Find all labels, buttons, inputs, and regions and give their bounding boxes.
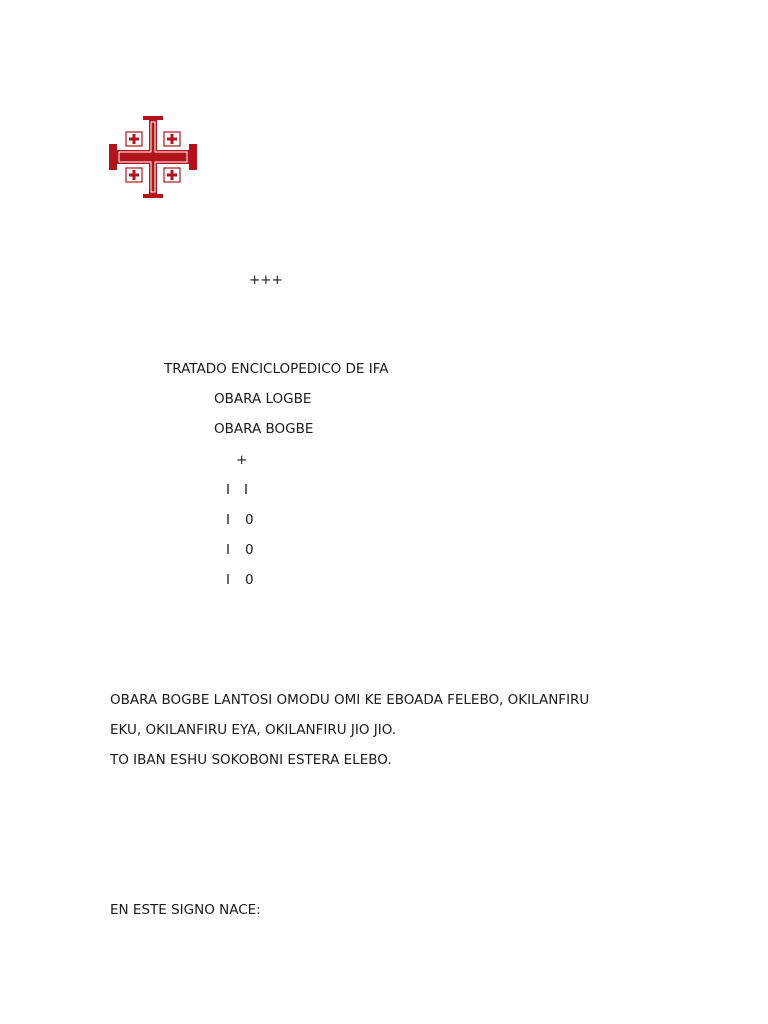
paragraph-line: TO IBAN ESHU SOKOBONI ESTERA ELEBO.	[110, 752, 392, 768]
sign-row-right: 0	[245, 512, 254, 528]
jerusalem-cross-icon	[109, 116, 197, 198]
sign-row-left: I	[226, 542, 230, 558]
sign-name-2: OBARA BOGBE	[214, 421, 314, 437]
sign-row-left: I	[226, 512, 230, 528]
sign-row-right: 0	[245, 542, 254, 558]
sign-row-left: I	[226, 482, 230, 498]
sign-name-1: OBARA LOGBE	[214, 391, 312, 407]
sign-row-right: I	[244, 482, 248, 498]
document-title: TRATADO ENCICLOPEDICO DE IFA	[164, 361, 389, 377]
sign-top-mark: +	[236, 452, 248, 468]
section-heading: EN ESTE SIGNO NACE:	[110, 902, 261, 918]
separator: +++	[249, 272, 283, 288]
sign-row-right: 0	[245, 572, 254, 588]
paragraph-line: EKU, OKILANFIRU EYA, OKILANFIRU JIO JIO.	[110, 722, 397, 738]
sign-row-left: I	[226, 572, 230, 588]
paragraph-line: OBARA BOGBE LANTOSI OMODU OMI KE EBOADA FELEBO, OKILANFIRU	[110, 692, 590, 708]
